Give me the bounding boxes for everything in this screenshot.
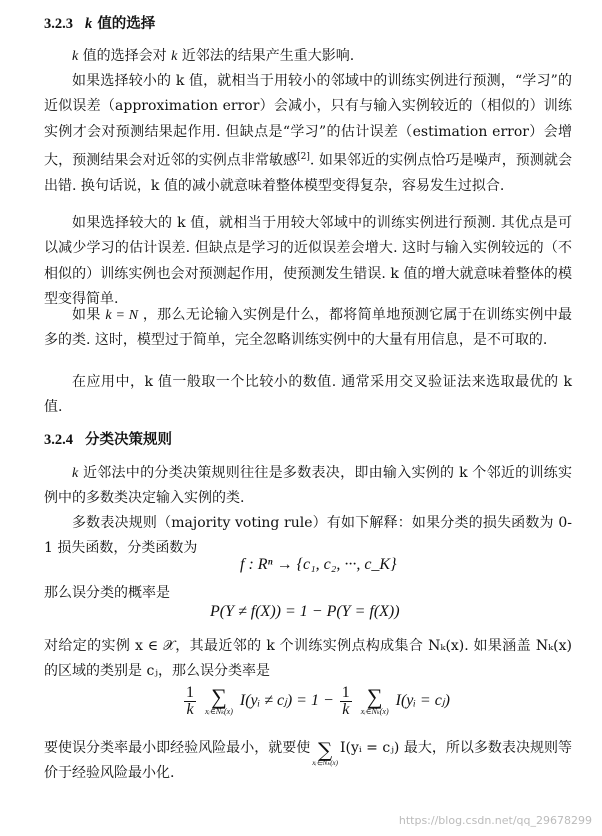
paragraph-misclass-prob: 那么误分类的概率是 — [44, 585, 170, 601]
paragraph-small-k: 如果选择较小的 k 值，就相当于用较小的邻域中的训练实例进行预测，“学习”的近似误差（approximation error）会减小，只有与输入实例较近的（相似的）训练实例才会对预测结果起作用. 但缺点是“学习”的估计误差（estimation error）会增大，预测结果会对近邻的实例点非常敏感[2]. 如果邻近的实例点恰巧是噪声，预测就会出错. 换句话说，k 值的减小就意味着整体模型变得复杂，容易发生过拟合. — [44, 73, 572, 194]
equation-classifier: f : Rⁿ → {c₁, c₂, ···, c_K} — [240, 556, 397, 573]
paragraph-majority-rule: 多数表决规则（majority voting rule）有如下解释：如果分类的损失函数为 0-1 损失函数，分类函数为 — [44, 515, 572, 557]
paragraph-large-k: 如果选择较大的 k 值，就相当于用较大邻域中的训练实例进行预测. 其优点是可以减少学习的估计误差. 但缺点是学习的近似误差会增大. 这时与输入实例较远的（不相似的）训练实例也会对预测起作用，使预测发生错误. k 值的增大就意味着整体的模型变得简单. — [44, 215, 572, 307]
paragraph-application: 在应用中，k 值一般取一个比较小的数值. 通常采用交叉验证法来选取最优的 k 值. — [44, 374, 572, 416]
watermark-url: https://blog.csdn.net/qq_29678299 — [398, 814, 592, 827]
equation-misclass-prob: P(Y ≠ f(X)) = 1 − P(Y = f(X)) — [210, 603, 400, 620]
paragraph-neighborhood: 对给定的实例 x ∈ 𝒳，其最近邻的 k 个训练实例点构成集合 Nₖ(x). 如果涵盖 Nₖ(x) 的区域的类别是 cⱼ，那么误分类率是 — [44, 638, 572, 680]
paragraph-intro: k 值的选择会对 k 近邻法的结果产生重大影响. — [72, 48, 355, 64]
section-heading-3-2-4: 3.2.4 分类决策规则 — [44, 432, 172, 448]
paragraph-majority-vote: k 近邻法中的分类决策规则往往是多数表决，即由输入实例的 k 个邻近的训练实例中的多数类决定输入实例的类. — [44, 465, 572, 507]
equation-misclass-rate: $\frac{1}{k}$ ∑ xᵢ∈Nₖ(x) I(yᵢ ≠ cⱼ) = 1 − $\frac{1}{k}$ ∑ xᵢ∈Nₖ(x) I(yᵢ = cⱼ) — [186, 684, 450, 718]
paragraph-k-equals-n: 如果 k = N ，那么无论输入实例是什么，都将简单地预测它属于在训练实例中最多的类. 这时，模型过于简单，完全忽略训练实例中的大量有用信息，是不可取的. — [44, 307, 573, 349]
section-heading-3-2-3: 3.2.3 k 值的选择 — [44, 16, 156, 32]
paragraph-conclusion: 要使误分类率最小即经验风险最小，就要使 ∑ xᵢ∈Nₖ(x) I(yᵢ = cⱼ) 最大，所以多数表决规则等价于经验风险最小化. — [44, 738, 572, 782]
